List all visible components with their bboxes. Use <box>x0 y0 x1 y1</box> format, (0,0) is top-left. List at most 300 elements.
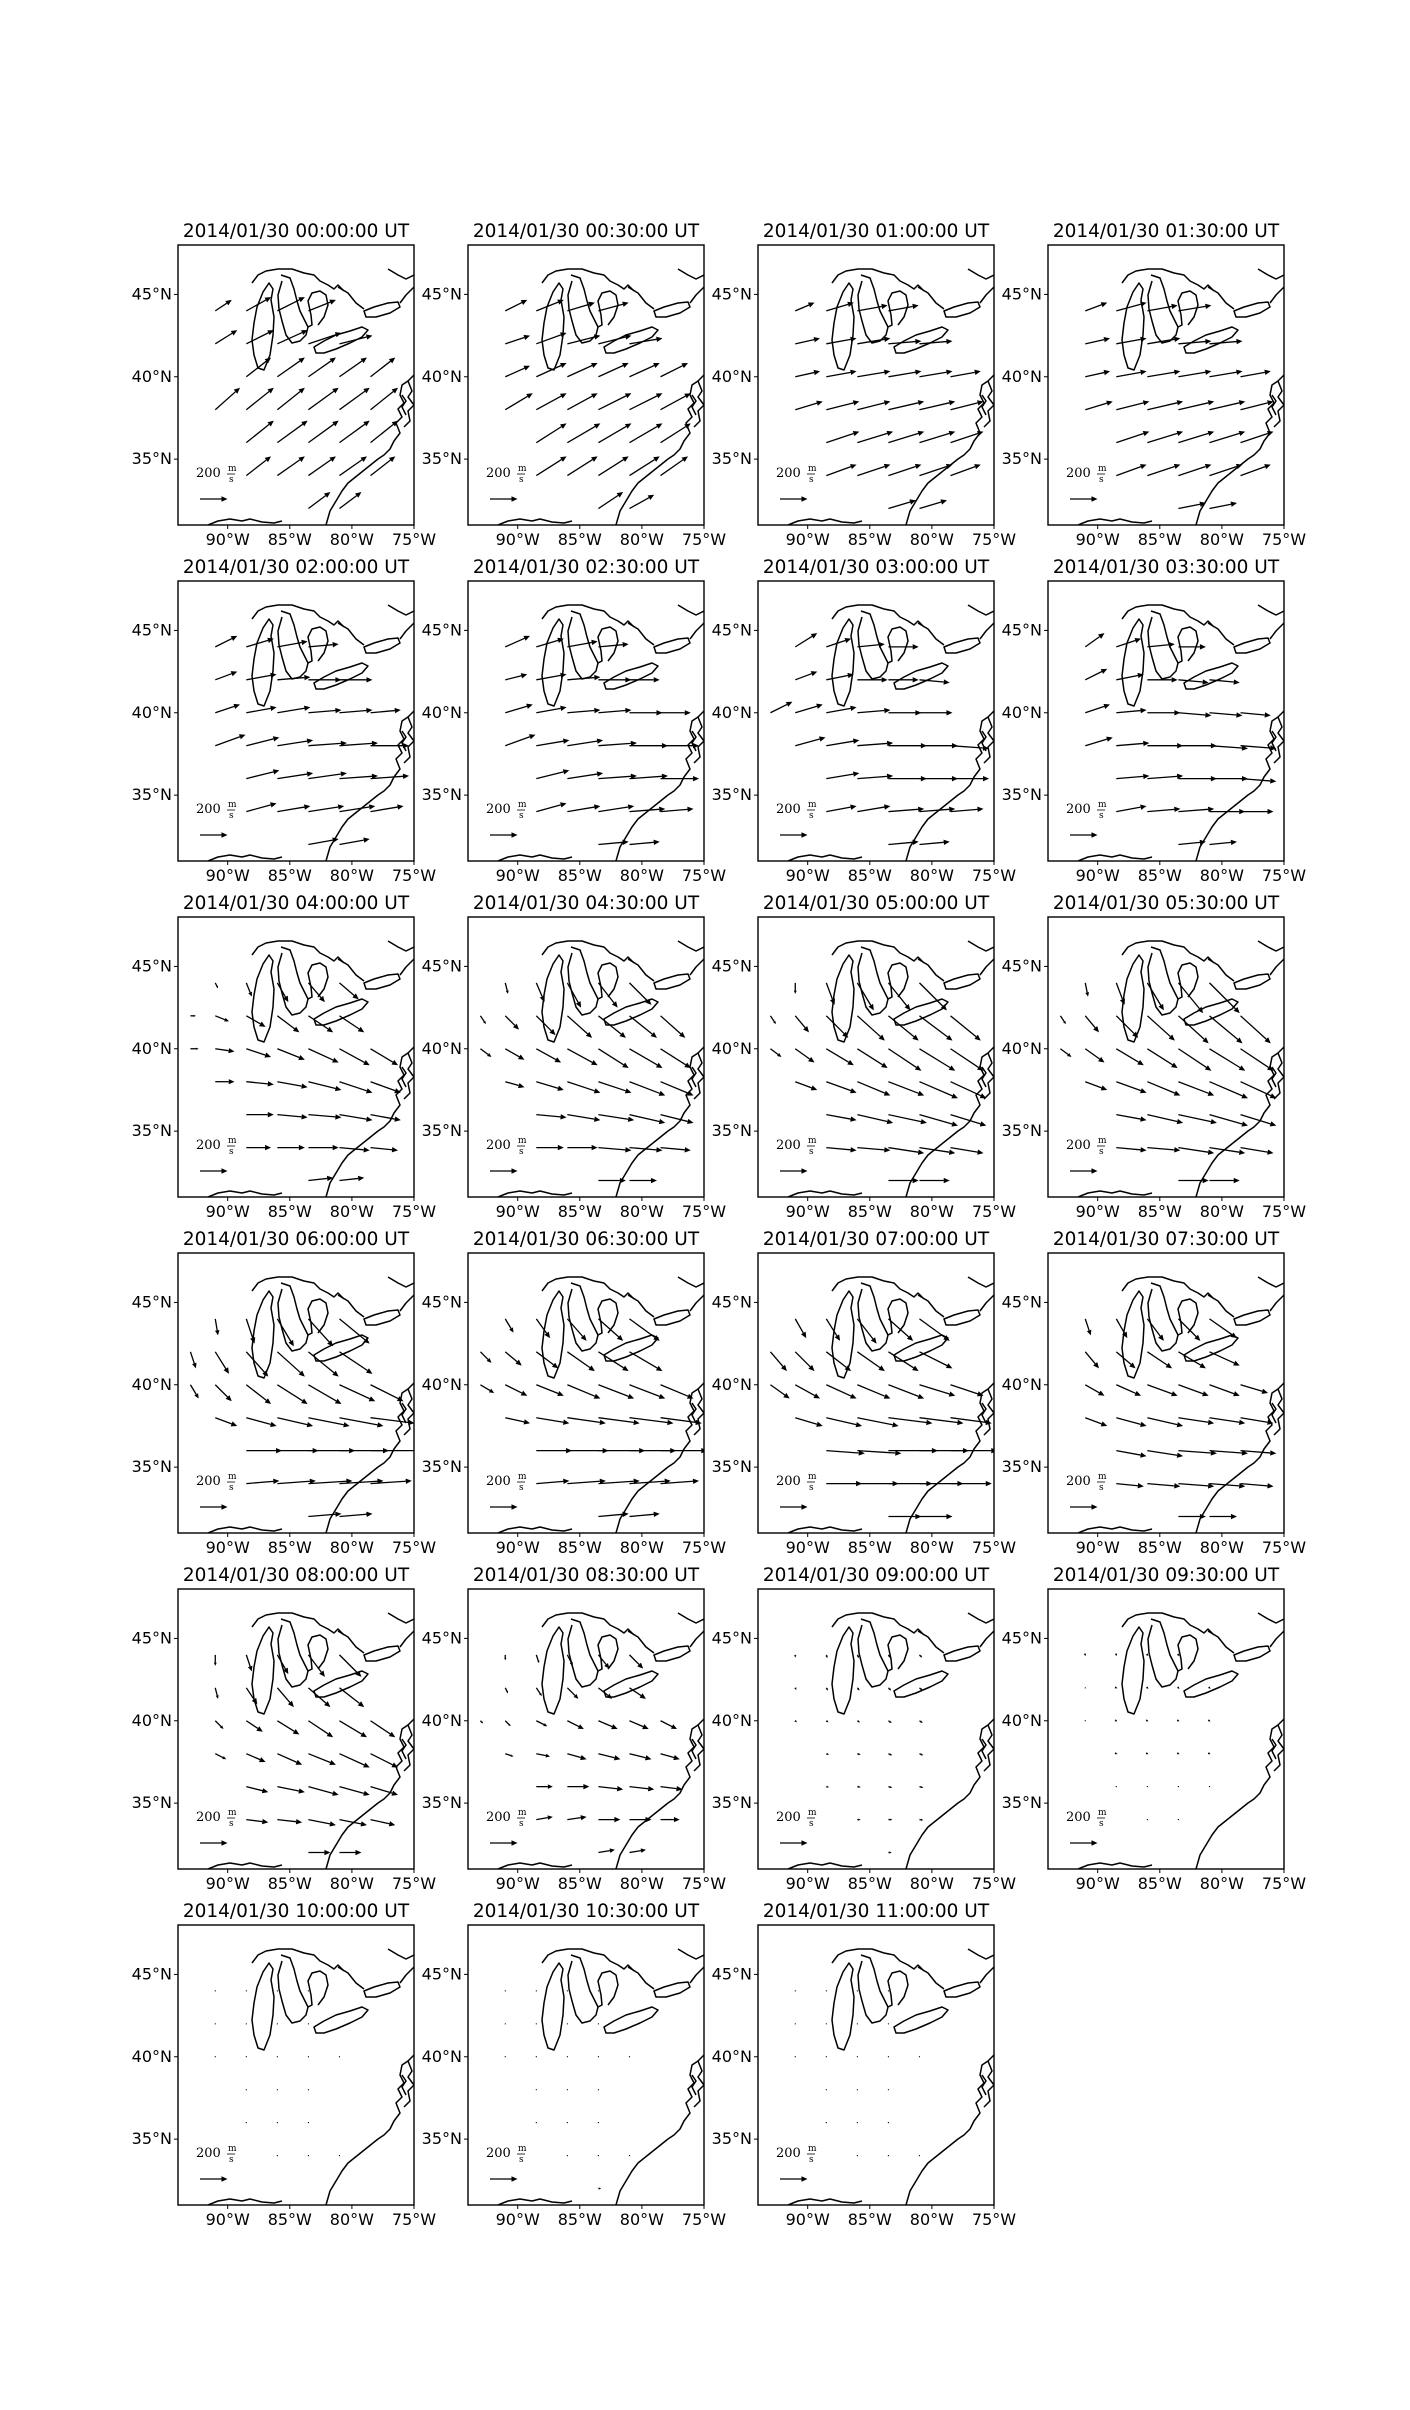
x-tick-label: 85°W <box>847 2210 892 2229</box>
quiver-key-value: 200 <box>196 466 221 481</box>
map-panel <box>712 221 1017 549</box>
map-panel <box>1002 1229 1307 1557</box>
panel-title: 2014/01/30 04:30:00 UT <box>472 893 700 914</box>
x-tick-label: 90°W <box>785 530 830 549</box>
wind-vector <box>246 2023 247 2024</box>
wind-vector <box>888 2056 889 2057</box>
quiver-key-unit-numerator: m <box>808 1472 817 1482</box>
panel-title: 2014/01/30 09:30:00 UT <box>1052 1565 1280 1586</box>
wind-vector <box>308 2023 309 2024</box>
quiver-key-unit-denominator: s <box>229 1819 234 1829</box>
y-tick-label: 40°N <box>131 2046 172 2066</box>
wind-vector <box>567 2122 568 2123</box>
wind-vector <box>857 2023 858 2024</box>
y-tick-label: 45°N <box>711 956 752 976</box>
quiver-key-unit-numerator: m <box>228 464 237 474</box>
x-tick-label: 80°W <box>329 1202 374 1221</box>
wind-vector <box>598 2056 599 2057</box>
x-tick-label: 85°W <box>557 1202 602 1221</box>
x-tick-label: 85°W <box>557 866 602 885</box>
x-tick-label: 90°W <box>205 1538 250 1557</box>
map-panel <box>132 221 437 549</box>
y-tick-label: 45°N <box>711 284 752 304</box>
wind-vector <box>795 2056 796 2057</box>
x-tick-label: 80°W <box>619 530 664 549</box>
x-tick-label: 85°W <box>1137 1874 1182 1893</box>
x-tick-label: 75°W <box>391 866 437 885</box>
x-tick-label: 90°W <box>205 1874 250 1893</box>
wind-vector <box>215 2056 216 2057</box>
y-tick-label: 40°N <box>421 1038 462 1058</box>
map-panel <box>422 893 727 1221</box>
x-tick-label: 80°W <box>619 1538 664 1557</box>
x-tick-label: 90°W <box>495 866 540 885</box>
quiver-key-value: 200 <box>196 1138 221 1153</box>
quiver-key-unit-denominator: s <box>1099 1147 1104 1157</box>
wind-vector <box>857 2122 858 2123</box>
wind-vector <box>857 2155 858 2156</box>
wind-vector <box>505 2056 506 2057</box>
x-tick-label: 90°W <box>785 2210 830 2229</box>
y-tick-label: 35°N <box>1001 449 1042 469</box>
y-tick-label: 45°N <box>1001 1292 1042 1312</box>
wind-vector <box>826 2089 827 2090</box>
quiver-key-unit-numerator: m <box>228 800 237 810</box>
wind-vector <box>1116 1786 1117 1787</box>
quiver-key-unit-denominator: s <box>229 1147 234 1157</box>
y-tick-label: 45°N <box>131 1292 172 1312</box>
quiver-key-value: 200 <box>776 466 801 481</box>
wind-vector <box>888 2023 889 2024</box>
panel-title: 2014/01/30 01:30:00 UT <box>1052 221 1280 242</box>
map-panel <box>1002 1565 1307 1893</box>
panel-title: 2014/01/30 00:30:00 UT <box>472 221 700 242</box>
x-tick-label: 90°W <box>1075 1874 1120 1893</box>
wind-vector <box>826 2023 827 2024</box>
quiver-key-value: 200 <box>196 2146 221 2161</box>
wind-vector <box>826 2056 827 2057</box>
wind-vector <box>1147 1786 1148 1787</box>
y-tick-label: 40°N <box>421 1710 462 1730</box>
x-tick-label: 90°W <box>495 1538 540 1557</box>
quiver-key-unit-denominator: s <box>1099 1819 1104 1829</box>
quiver-key-value: 200 <box>1066 466 1091 481</box>
panel-title: 2014/01/30 08:00:00 UT <box>182 1565 410 1586</box>
panel-title: 2014/01/30 06:30:00 UT <box>472 1229 700 1250</box>
wind-vector <box>1209 1786 1210 1787</box>
quiver-key-value: 200 <box>1066 802 1091 817</box>
quiver-key-unit-denominator: s <box>229 1483 234 1493</box>
quiver-key-unit-numerator: m <box>518 1808 527 1818</box>
quiver-key-unit-denominator: s <box>809 1819 814 1829</box>
y-tick-label: 35°N <box>711 449 752 469</box>
y-tick-label: 45°N <box>1001 956 1042 976</box>
quiver-key-unit-numerator: m <box>1098 1136 1107 1146</box>
quiver-key-value: 200 <box>776 2146 801 2161</box>
x-tick-label: 90°W <box>785 866 830 885</box>
wind-vector <box>308 2089 309 2090</box>
x-tick-label: 80°W <box>909 1202 954 1221</box>
y-tick-label: 35°N <box>131 1457 172 1477</box>
y-tick-label: 35°N <box>711 785 752 805</box>
wind-vector <box>308 2155 309 2156</box>
wind-vector <box>215 1990 216 1991</box>
quiver-key-value: 200 <box>196 802 221 817</box>
wind-vector <box>857 2089 858 2090</box>
x-tick-label: 90°W <box>205 530 250 549</box>
wind-vector <box>1147 1819 1148 1820</box>
quiver-key-unit-denominator: s <box>809 2155 814 2165</box>
y-tick-label: 35°N <box>131 2129 172 2149</box>
x-tick-label: 80°W <box>909 866 954 885</box>
x-tick-label: 85°W <box>557 1874 602 1893</box>
x-tick-label: 80°W <box>1199 530 1244 549</box>
wind-vector <box>536 2023 537 2024</box>
x-tick-label: 90°W <box>205 1202 250 1221</box>
x-tick-label: 80°W <box>909 1538 954 1557</box>
quiver-key-unit-numerator: m <box>808 1808 817 1818</box>
x-tick-label: 75°W <box>681 2210 727 2229</box>
map-panel <box>712 1229 1017 1557</box>
x-tick-label: 85°W <box>267 1202 312 1221</box>
y-tick-label: 40°N <box>711 702 752 722</box>
wind-vector <box>339 2056 340 2057</box>
quiver-key-unit-numerator: m <box>808 800 817 810</box>
map-panel <box>422 1565 727 1893</box>
quiver-key-value: 200 <box>776 802 801 817</box>
x-tick-label: 85°W <box>557 530 602 549</box>
quiver-key-unit-numerator: m <box>518 464 527 474</box>
quiver-key-unit-numerator: m <box>228 2144 237 2154</box>
quiver-key-value: 200 <box>196 1810 221 1825</box>
x-tick-label: 75°W <box>681 1202 727 1221</box>
quiver-key-unit-denominator: s <box>1099 475 1104 485</box>
map-panel <box>132 893 437 1221</box>
wind-vector <box>246 2089 247 2090</box>
x-tick-label: 90°W <box>495 530 540 549</box>
y-tick-label: 40°N <box>1001 702 1042 722</box>
y-tick-label: 45°N <box>1001 284 1042 304</box>
x-tick-label: 75°W <box>1261 530 1307 549</box>
map-panel <box>132 1901 437 2229</box>
y-tick-label: 40°N <box>1001 1710 1042 1730</box>
wind-vector <box>629 2155 630 2156</box>
wind-vector <box>888 2122 889 2123</box>
quiver-key-value: 200 <box>486 1810 511 1825</box>
quiver-key-unit-numerator: m <box>1098 800 1107 810</box>
quiver-key-unit-denominator: s <box>229 2155 234 2165</box>
x-tick-label: 80°W <box>1199 866 1244 885</box>
quiver-key-unit-numerator: m <box>518 2144 527 2154</box>
quiver-key-unit-denominator: s <box>229 811 234 821</box>
y-tick-label: 35°N <box>711 1121 752 1141</box>
x-tick-label: 80°W <box>619 1874 664 1893</box>
x-tick-label: 90°W <box>205 866 250 885</box>
y-tick-label: 45°N <box>421 1292 462 1312</box>
x-tick-label: 75°W <box>681 1538 727 1557</box>
y-tick-label: 35°N <box>711 1457 752 1477</box>
y-tick-label: 40°N <box>1001 366 1042 386</box>
panel-title: 2014/01/30 01:00:00 UT <box>762 221 990 242</box>
panel-title: 2014/01/30 09:00:00 UT <box>762 1565 990 1586</box>
wind-vector <box>277 2023 278 2024</box>
quiver-key-value: 200 <box>486 2146 511 2161</box>
x-tick-label: 80°W <box>1199 1874 1244 1893</box>
wind-vector <box>795 2023 796 2024</box>
x-tick-label: 75°W <box>391 1202 437 1221</box>
map-panel <box>1002 893 1307 1221</box>
x-tick-label: 75°W <box>1261 866 1307 885</box>
x-tick-label: 80°W <box>909 2210 954 2229</box>
map-panel <box>1002 221 1307 549</box>
y-tick-label: 40°N <box>131 366 172 386</box>
wind-vector <box>598 1990 599 1991</box>
quiver-key-value: 200 <box>1066 1810 1091 1825</box>
y-tick-label: 35°N <box>711 2129 752 2149</box>
wind-vector <box>567 2023 568 2024</box>
y-tick-label: 35°N <box>421 1121 462 1141</box>
quiver-key-unit-denominator: s <box>809 1483 814 1493</box>
quiver-key-unit-denominator: s <box>519 811 524 821</box>
x-tick-label: 90°W <box>495 1874 540 1893</box>
y-tick-label: 35°N <box>131 1793 172 1813</box>
map-panel <box>422 1229 727 1557</box>
x-tick-label: 90°W <box>495 2210 540 2229</box>
x-tick-label: 75°W <box>971 1202 1017 1221</box>
x-tick-label: 90°W <box>785 1538 830 1557</box>
y-tick-label: 40°N <box>711 1374 752 1394</box>
panel-title: 2014/01/30 07:00:00 UT <box>762 1229 990 1250</box>
y-tick-label: 45°N <box>711 1292 752 1312</box>
panel-title: 2014/01/30 03:00:00 UT <box>762 557 990 578</box>
x-tick-label: 80°W <box>329 1874 374 1893</box>
wind-vector <box>277 2089 278 2090</box>
x-tick-label: 80°W <box>1199 1202 1244 1221</box>
quiver-key-value: 200 <box>486 466 511 481</box>
quiver-key-unit-denominator: s <box>519 1147 524 1157</box>
y-tick-label: 35°N <box>421 1457 462 1477</box>
x-tick-label: 75°W <box>1261 1202 1307 1221</box>
x-tick-label: 75°W <box>1261 1538 1307 1557</box>
x-tick-label: 80°W <box>909 530 954 549</box>
x-tick-label: 85°W <box>1137 530 1182 549</box>
wind-vector <box>826 1990 827 1991</box>
x-tick-label: 75°W <box>391 2210 437 2229</box>
quiver-key-value: 200 <box>196 1474 221 1489</box>
wind-vector <box>567 2089 568 2090</box>
y-tick-label: 40°N <box>1001 1038 1042 1058</box>
wind-vector <box>567 2056 568 2057</box>
wind-vector <box>598 2122 599 2123</box>
y-tick-label: 45°N <box>131 284 172 304</box>
y-tick-label: 40°N <box>1001 1374 1042 1394</box>
x-tick-label: 75°W <box>681 530 727 549</box>
wind-vector <box>1085 1687 1086 1688</box>
y-tick-label: 40°N <box>711 1038 752 1058</box>
y-tick-label: 35°N <box>131 1121 172 1141</box>
x-tick-label: 75°W <box>971 530 1017 549</box>
wind-vector <box>598 2089 599 2090</box>
x-tick-label: 85°W <box>847 1874 892 1893</box>
wind-vector <box>888 1990 889 1991</box>
map-panel <box>132 1229 437 1557</box>
panel-title: 2014/01/30 04:00:00 UT <box>182 893 410 914</box>
y-tick-label: 45°N <box>131 620 172 640</box>
y-tick-label: 35°N <box>131 449 172 469</box>
panel-title: 2014/01/30 00:00:00 UT <box>182 221 410 242</box>
wind-vector <box>277 2122 278 2123</box>
y-tick-label: 45°N <box>711 620 752 640</box>
panel-title: 2014/01/30 06:00:00 UT <box>182 1229 410 1250</box>
panel-grid <box>132 221 1307 2229</box>
wind-vector <box>308 1990 309 1991</box>
wind-vector <box>629 2056 630 2057</box>
y-tick-label: 40°N <box>421 702 462 722</box>
x-tick-label: 85°W <box>267 1874 312 1893</box>
y-tick-label: 40°N <box>131 1038 172 1058</box>
y-tick-label: 35°N <box>1001 1793 1042 1813</box>
y-tick-label: 40°N <box>421 1374 462 1394</box>
quiver-key-unit-numerator: m <box>1098 1472 1107 1482</box>
quiver-key-unit-denominator: s <box>809 811 814 821</box>
y-tick-label: 40°N <box>711 366 752 386</box>
x-tick-label: 85°W <box>847 530 892 549</box>
quiver-key-value: 200 <box>776 1474 801 1489</box>
map-panel <box>422 221 727 549</box>
wind-vector <box>888 2155 889 2156</box>
y-tick-label: 35°N <box>711 1793 752 1813</box>
x-tick-label: 90°W <box>1075 1538 1120 1557</box>
y-tick-label: 35°N <box>1001 1457 1042 1477</box>
wind-vector <box>308 2056 309 2057</box>
map-panel <box>712 557 1017 885</box>
panel-title: 2014/01/30 02:30:00 UT <box>472 557 700 578</box>
y-tick-label: 35°N <box>1001 1121 1042 1141</box>
x-tick-label: 85°W <box>557 2210 602 2229</box>
quiver-key-unit-numerator: m <box>808 2144 817 2154</box>
wind-vector <box>215 2023 216 2024</box>
quiver-key-unit-numerator: m <box>518 1472 527 1482</box>
x-tick-label: 75°W <box>681 1874 727 1893</box>
y-tick-label: 35°N <box>421 1793 462 1813</box>
y-tick-label: 40°N <box>131 702 172 722</box>
wind-vector <box>505 1990 506 1991</box>
map-panel <box>132 1565 437 1893</box>
y-tick-label: 45°N <box>131 1964 172 1984</box>
y-tick-label: 45°N <box>421 284 462 304</box>
wind-vector <box>919 2056 920 2057</box>
x-tick-label: 80°W <box>619 1202 664 1221</box>
quiver-key-unit-denominator: s <box>519 1819 524 1829</box>
wind-vector <box>567 2155 568 2156</box>
quiver-key-unit-denominator: s <box>809 1147 814 1157</box>
y-tick-label: 40°N <box>421 2046 462 2066</box>
x-tick-label: 85°W <box>847 1202 892 1221</box>
x-tick-label: 85°W <box>267 1538 312 1557</box>
quiver-key-unit-numerator: m <box>228 1472 237 1482</box>
wind-vector <box>536 2122 537 2123</box>
wind-vector <box>277 2056 278 2057</box>
y-tick-label: 40°N <box>131 1710 172 1730</box>
panel-title: 2014/01/30 05:00:00 UT <box>762 893 990 914</box>
x-tick-label: 90°W <box>785 1874 830 1893</box>
x-tick-label: 85°W <box>1137 1202 1182 1221</box>
y-tick-label: 35°N <box>131 785 172 805</box>
x-tick-label: 85°W <box>847 1538 892 1557</box>
quiver-key-unit-numerator: m <box>518 1136 527 1146</box>
x-tick-label: 80°W <box>329 1538 374 1557</box>
x-tick-label: 75°W <box>681 866 727 885</box>
map-panel <box>422 1901 727 2229</box>
panel-title: 2014/01/30 11:00:00 UT <box>762 1901 990 1922</box>
quiver-key-unit-denominator: s <box>229 475 234 485</box>
y-tick-label: 45°N <box>131 1628 172 1648</box>
panel-title: 2014/01/30 02:00:00 UT <box>182 557 410 578</box>
x-tick-label: 80°W <box>619 866 664 885</box>
quiver-key-unit-numerator: m <box>808 464 817 474</box>
map-panel <box>422 557 727 885</box>
quiver-key-unit-denominator: s <box>519 2155 524 2165</box>
x-tick-label: 80°W <box>909 1874 954 1893</box>
wind-vector <box>277 1990 278 1991</box>
map-panel <box>132 557 437 885</box>
quiver-key-unit-denominator: s <box>1099 811 1104 821</box>
panel-title: 2014/01/30 10:00:00 UT <box>182 1901 410 1922</box>
panel-title: 2014/01/30 05:30:00 UT <box>1052 893 1280 914</box>
wind-vector <box>567 1990 568 1991</box>
y-tick-label: 45°N <box>131 956 172 976</box>
quiver-key-unit-denominator: s <box>809 475 814 485</box>
x-tick-label: 75°W <box>1261 1874 1307 1893</box>
wind-vector <box>1178 1819 1179 1820</box>
x-tick-label: 80°W <box>329 530 374 549</box>
x-tick-label: 80°W <box>619 2210 664 2229</box>
wind-vector <box>536 2056 537 2057</box>
map-panel <box>712 1901 1017 2229</box>
wind-vector <box>857 1990 858 1991</box>
wind-vector <box>277 2155 278 2156</box>
y-tick-label: 45°N <box>1001 620 1042 640</box>
y-tick-label: 45°N <box>711 1628 752 1648</box>
quiver-key-value: 200 <box>776 1810 801 1825</box>
quiver-key-unit-numerator: m <box>518 800 527 810</box>
x-tick-label: 80°W <box>1199 1538 1244 1557</box>
panel-title: 2014/01/30 03:30:00 UT <box>1052 557 1280 578</box>
x-tick-label: 90°W <box>1075 530 1120 549</box>
quiver-key-unit-numerator: m <box>1098 464 1107 474</box>
wind-vector <box>536 2089 537 2090</box>
quiver-key-value: 200 <box>776 1138 801 1153</box>
x-tick-label: 80°W <box>329 2210 374 2229</box>
x-tick-label: 85°W <box>557 1538 602 1557</box>
x-tick-label: 90°W <box>495 1202 540 1221</box>
x-tick-label: 75°W <box>971 1874 1017 1893</box>
x-tick-label: 75°W <box>391 1874 437 1893</box>
quiver-key-unit-numerator: m <box>808 1136 817 1146</box>
panel-title: 2014/01/30 10:30:00 UT <box>472 1901 700 1922</box>
y-tick-label: 40°N <box>131 1374 172 1394</box>
x-tick-label: 90°W <box>1075 866 1120 885</box>
quiver-key-value: 200 <box>1066 1474 1091 1489</box>
quiver-key-unit-numerator: m <box>228 1808 237 1818</box>
wind-vector <box>598 2155 599 2156</box>
wind-vector <box>246 1990 247 1991</box>
x-tick-label: 90°W <box>785 1202 830 1221</box>
y-tick-label: 35°N <box>1001 785 1042 805</box>
wind-vector <box>339 2155 340 2156</box>
panel-title: 2014/01/30 08:30:00 UT <box>472 1565 700 1586</box>
wind-vector <box>826 2122 827 2123</box>
